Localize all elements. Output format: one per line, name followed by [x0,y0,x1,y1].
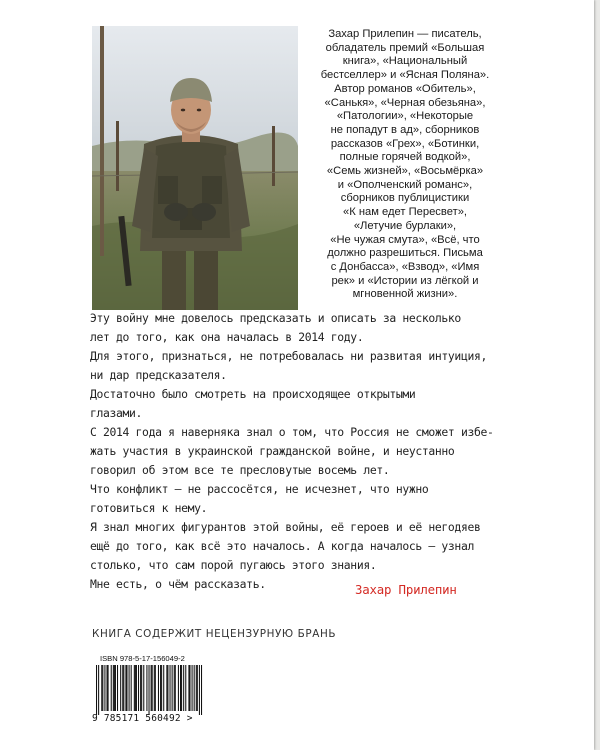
barcode-bar [138,665,139,711]
barcode-bar [192,665,193,711]
isbn-label: ISBN 978-5-17-156049-2 [100,654,185,663]
bio-line: «К нам едет Пересвет», [342,206,468,219]
author-photo-illustration [92,26,298,310]
barcode-digits: 9 785171 560492 > [92,713,193,724]
blurb-line: говорил об этом все те пресловутые восемь лет. [90,463,390,477]
blurb-line: ни дар предсказателя. [90,368,227,382]
barcode-bar [172,665,173,711]
barcode-bar [174,665,175,711]
blurb-line: Мне есть, о чём рассказать. [90,577,266,591]
author-photo [92,26,298,310]
barcode-bar [135,665,136,711]
barcode-bar [101,665,102,711]
barcode-bar [123,665,124,711]
barcode-bar [122,665,123,711]
blurb-line: готовиться к нему. [90,501,208,515]
bio-line: «Не чужая смута», «Всё, что [330,233,480,246]
blurb-line: Что конфликт — не рассосётся, не исчезнет, что нужно [90,482,429,496]
bio-line: и «Ополченский романс», [337,178,473,191]
barcode-bar [136,665,137,711]
bio-line: должно разрешиться. Письма [327,247,483,260]
barcode-bar [194,665,195,711]
bio-line: обладатель премий «Большая [325,41,485,54]
blurb-line: Эту войну мне довелось предсказать и описать за несколько [90,311,461,325]
barcode-bar [197,665,198,711]
barcode-bar [134,665,135,711]
barcode-bar [158,665,159,711]
bio-line: рассказов «Грех», «Ботинки, [330,137,480,150]
blurb-line: глазами. [90,406,143,420]
blurb-line: Достаточно было смотреть на происходящее открытыми [90,387,416,401]
isbn-barcode-block [92,654,210,734]
bio-line: мгновенной жизни». [352,288,458,301]
barcode-bar [154,665,155,711]
barcode-bar [107,665,108,711]
barcode-bar [98,665,99,715]
barcode-bar [188,665,189,711]
blurb-text [90,309,510,594]
blurb-line: жать участия в украинской гражданской войне, и неустанно [90,444,455,458]
bio-line: «Летучие бурлаки», [353,219,457,232]
bio-line: книга», «Национальный [342,55,468,68]
barcode-bar [170,665,171,711]
barcode-bar [113,665,114,711]
barcode-bar [199,665,200,715]
blurb-line: С 2014 года я наверняка знал о том, что Россия не сможет избе- [90,425,494,439]
barcode-bar [140,665,141,711]
barcode-bar [189,665,190,711]
barcode-bar [201,665,202,715]
blurb-line: столько, что сам порой пугаюсь этого знания. [90,558,377,572]
blurb-line: ещё до того, как всё это началось. А когда началось — узнал [90,539,474,553]
bio-line: Захар Прилепин — писатель, [328,28,482,40]
barcode-bar [160,665,161,711]
barcode-bar [166,665,167,711]
barcode-bar [104,665,105,711]
barcode-bar [181,665,182,711]
bio-line: Автор романов «Обитель», [334,82,476,95]
author-signature: Захар Прилепин [355,582,457,597]
barcode-bar [114,665,115,711]
author-bio [312,28,498,302]
barcode-icon [96,665,206,715]
barcode-bar [175,665,176,711]
barcode-bar [125,665,126,711]
barcode-bar [152,665,153,711]
barcode-bar [161,665,162,711]
barcode-bar [131,665,132,711]
blurb-line: Для этого, признаться, не потребовалась ни развитая интуиция, [90,349,487,363]
barcode-bar [117,665,118,711]
bio-line: бестселлер» и «Ясная Поляна». [320,69,490,82]
barcode-bar [178,665,179,711]
barcode-bar [163,665,164,711]
barcode-bar [185,665,186,711]
bio-line: полные горячей водкой», [339,151,471,164]
barcode-bar [102,665,103,711]
barcode-bar [129,665,130,711]
barcode-bar [183,665,184,711]
barcode-bar [149,665,150,715]
bio-line: «Санькя», «Черная обезьяна», [324,96,486,109]
bio-line: «Патологии», «Некоторые [336,110,474,123]
content-warning: КНИГА СОДЕРЖИТ НЕЦЕНЗУРНУЮ БРАНЬ [92,628,337,640]
barcode-bar [196,665,197,711]
barcode-bar [96,665,97,715]
bio-line: сборников публицистики [340,192,470,205]
bio-line: с Донбасса», «Взвод», «Имя [330,260,480,273]
bio-line: не попадут в ад», сборников [330,123,480,136]
blurb-line: Я знал многих фигурантов этой войны, её героев и её негодяев [90,520,481,534]
barcode-bar [155,665,156,711]
barcode-bar [151,665,152,711]
barcode-bar [120,665,121,711]
barcode-bar [108,665,109,711]
barcode-bar [180,665,181,711]
bio-line: рек» и «Истории из лёгкой и [331,274,479,287]
barcode-bar [115,665,116,711]
barcode-bar [143,665,144,711]
barcode-bar [146,665,147,711]
barcode-bar [141,665,142,711]
barcode-bar [126,665,127,711]
barcode-bar [167,665,168,711]
bio-line: «Семь жизней», «Восьмёрка» [326,165,484,178]
barcode-bar [111,665,112,711]
blurb-line: лет до того, как она началась в 2014 году. [90,330,364,344]
